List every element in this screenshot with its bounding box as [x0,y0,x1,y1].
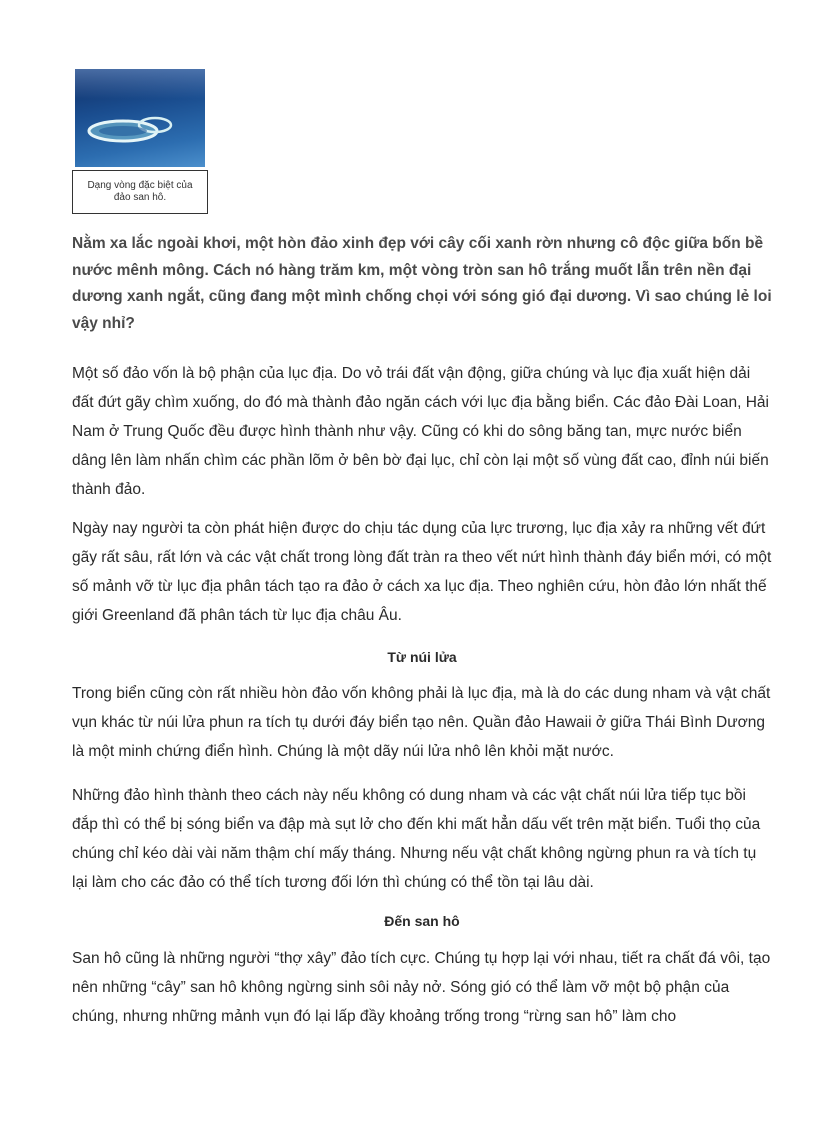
section-heading-volcano: Từ núi lửa [387,649,457,665]
volcano-paragraph-2: Những đảo hình thành theo cách này nếu không có dung nham và các vật chất núi lửa tiếp tục bồi đắp thì có thể bị sóng biển va đập mà sụt lở cho đến khi mất hẳn dấu vết trên mặt biển. Tuổi thọ của chúng chỉ kéo dài vài năm thậm chí mấy tháng. Nhưng nếu vật chất không ngừng phun ra và tích tụ lại làm cho các đảo có thể tích tương đối lớn thì chúng có thể tồn tại lâu dài. [72,787,761,891]
atoll-photo [75,69,205,167]
caption-box [72,170,208,214]
atoll-ring-graphic [75,69,205,167]
coral-paragraph-1: San hô cũng là những người “thợ xây” đảo tích cực. Chúng tụ hợp lại với nhau, tiết ra chất đá vôi, tạo nên những “cây” san hô không ngừng sinh sôi nảy nở. Sóng gió có thể làm vỡ một bộ phận của chúng, nhưng những mảnh vụn đó lại lấp đầy khoảng trống trong “rừng san hô” làm cho [72,950,771,1025]
volcano-paragraph-1: Trong biển cũng còn rất nhiều hòn đảo vốn không phải là lục địa, mà là do các dung nham và vật chất vụn khác từ núi lửa phun ra tích tụ dưới đáy biển tạo nên. Quần đảo Hawaii ở giữa Thái Bình Dương là một minh chứng điển hình. Chúng là một dãy núi lửa nhô lên khỏi mặt nước. [72,685,771,760]
section-heading-coral: Đến san hô [384,913,460,929]
body-paragraph-1: Một số đảo vốn là bộ phận của lục địa. Do vỏ trái đất vận động, giữa chúng và lục địa xuất hiện dải đất đứt gãy chìm xuống, do đó mà thành đảo ngăn cách với lục địa bằng biển. Các đảo Đài Loan, Hải Nam ở Trung Quốc đều được hình thành như vậy. Cũng có khi do sông băng tan, mực nước biển dâng lên làm nhấn chìm các phần lõm ở bên bờ đại lục, chỉ còn lại một số vùng đất cao, đỉnh núi biến thành đảo. [72,365,769,498]
figure-caption: Dạng vòng đặc biệt của đảo san hô. [87,180,193,203]
figure [72,69,208,214]
intro-paragraph: Nằm xa lắc ngoài khơi, một hòn đảo xinh đẹp với cây cối xanh rờn nhưng cô độc giữa bốn bề nước mênh mông. Cách nó hàng trăm km, một vòng tròn san hô trắng muốt lẫn trên nền đại dương xanh ngắt, cũng đang một mình chống chọi với sóng gió đại dương. Vì sao chúng lẻ loi vậy nhỉ? [72,235,772,332]
body-paragraph-2: Ngày nay người ta còn phát hiện được do chịu tác dụng của lực trương, lục địa xảy ra những vết đứt gãy rất sâu, rất lớn và các vật chất trong lòng đất tràn ra theo vết nứt hình thành đáy biển mới, có một số mảnh vỡ từ lục địa phân tách tạo ra đảo ở cách xa lục địa. Theo nghiên cứu, hòn đảo lớn nhất thế giới Greenland đã phân tách từ lục địa châu Âu. [72,520,772,624]
